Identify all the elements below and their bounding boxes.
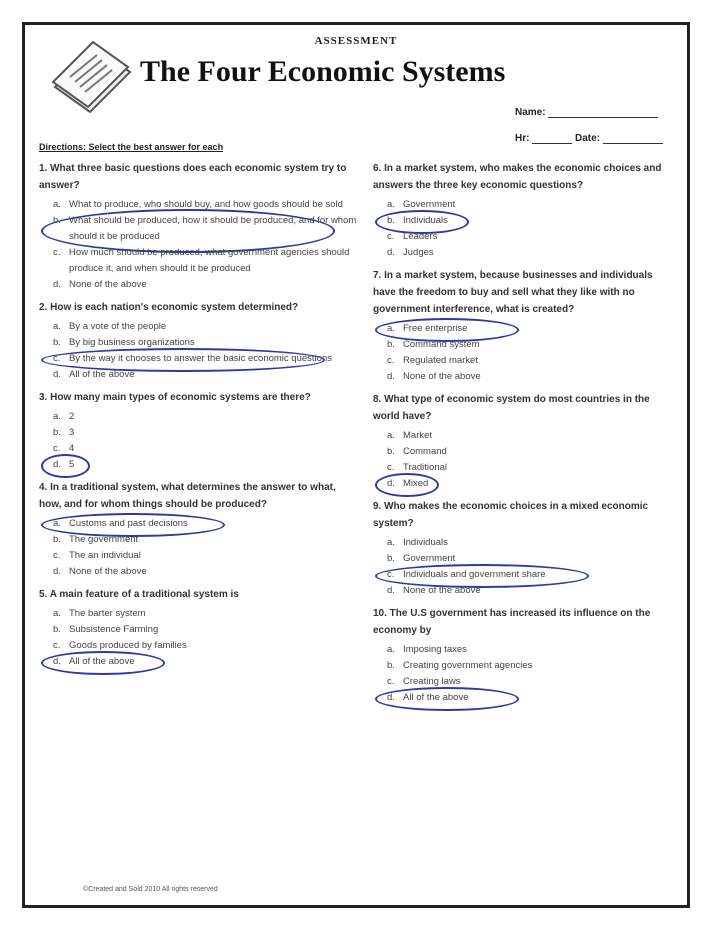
- option-letter: c.: [53, 640, 61, 651]
- option-text: Creating laws: [403, 676, 461, 687]
- option-text: 2: [69, 411, 75, 422]
- option-letter: c.: [53, 247, 61, 258]
- answer-option[interactable]: [39, 532, 359, 548]
- answer-option[interactable]: [373, 583, 678, 599]
- option-text: Judges: [403, 247, 434, 258]
- option-text: By the way it chooses to answer the basic economic questions: [69, 353, 332, 364]
- question: [39, 586, 359, 670]
- answer-option[interactable]: [373, 353, 678, 369]
- option-letter: d.: [53, 656, 61, 667]
- option-letter: c.: [53, 353, 61, 364]
- question-text: 6. In a market system, who makes the economic choices and answers the three key economic questions?: [373, 163, 662, 191]
- option-letter: a.: [387, 430, 395, 441]
- answer-option[interactable]: [373, 674, 678, 690]
- answer-option[interactable]: [39, 197, 359, 213]
- answer-option[interactable]: [373, 197, 678, 213]
- answer-option[interactable]: [373, 245, 678, 261]
- hr-label: Hr: [515, 133, 527, 144]
- answer-option[interactable]: [373, 658, 678, 674]
- answer-option[interactable]: [373, 476, 678, 492]
- answer-option[interactable]: [373, 535, 678, 551]
- option-letter: c.: [387, 676, 395, 687]
- question-text: 10. The U.S government has increased its influence on the economy by: [373, 608, 651, 636]
- option-letter: a.: [53, 199, 61, 210]
- questions-left-column: [39, 160, 359, 676]
- answer-option[interactable]: [39, 441, 359, 457]
- option-text: None of the above: [69, 566, 147, 577]
- option-text: Goods produced by families: [69, 640, 187, 651]
- answer-option[interactable]: [39, 548, 359, 564]
- question: [39, 389, 359, 473]
- answer-option[interactable]: [39, 319, 359, 335]
- option-letter: d.: [387, 371, 395, 382]
- answer-option[interactable]: [373, 337, 678, 353]
- answer-option[interactable]: [39, 213, 359, 245]
- option-letter: b.: [53, 427, 61, 438]
- option-text: What should be produced, how it should be produced, and for whom should it be produced: [69, 215, 357, 242]
- option-letter: d.: [387, 585, 395, 596]
- questions-right-column: [373, 160, 678, 712]
- answer-option[interactable]: [39, 425, 359, 441]
- question-text: 1. What three basic questions does each economic system try to answer?: [39, 163, 347, 191]
- option-text: 5: [69, 459, 75, 470]
- question: [39, 160, 359, 293]
- option-text: The government: [69, 534, 139, 545]
- answer-option[interactable]: [39, 654, 359, 670]
- option-letter: b.: [53, 215, 61, 226]
- option-letter: d.: [387, 692, 395, 703]
- option-text: All of the above: [69, 656, 135, 667]
- answer-option[interactable]: [39, 457, 359, 473]
- stack-of-papers-icon: [45, 37, 135, 117]
- option-text: None of the above: [69, 279, 147, 290]
- answer-option[interactable]: [373, 551, 678, 567]
- option-text: 4: [69, 443, 75, 454]
- option-letter: c.: [387, 569, 395, 580]
- name-field[interactable]: Name:: [515, 107, 658, 118]
- option-text: Individuals: [403, 537, 448, 548]
- option-letter: d.: [53, 566, 61, 577]
- answer-option[interactable]: [39, 606, 359, 622]
- option-letter: d.: [387, 478, 395, 489]
- option-text: Traditional: [403, 462, 448, 473]
- date-label: Date: [575, 133, 597, 144]
- option-letter: a.: [387, 323, 395, 334]
- option-letter: b.: [387, 215, 395, 226]
- option-text: Government: [403, 199, 456, 210]
- option-letter: b.: [53, 534, 61, 545]
- option-letter: c.: [53, 443, 61, 454]
- question-text: 7. In a market system, because businesses and individuals have the freedom to buy and sell what they like with no government interference, what is created?: [373, 270, 653, 315]
- answer-option[interactable]: [39, 638, 359, 654]
- option-letter: d.: [387, 247, 395, 258]
- answer-option[interactable]: [39, 367, 359, 383]
- answer-option[interactable]: [39, 564, 359, 580]
- option-letter: c.: [387, 231, 395, 242]
- question-text: 9. Who makes the economic choices in a mixed economic system?: [373, 501, 649, 529]
- option-text: Command system: [403, 339, 480, 350]
- copyright: ©Created and Sold 2010 All rights reserved: [83, 886, 218, 893]
- answer-option[interactable]: [373, 690, 678, 706]
- answer-option[interactable]: [39, 409, 359, 425]
- option-letter: b.: [387, 660, 395, 671]
- option-letter: a.: [387, 199, 395, 210]
- option-letter: b.: [387, 446, 395, 457]
- option-letter: a.: [53, 608, 61, 619]
- answer-option[interactable]: [373, 642, 678, 658]
- option-text: The an individual: [69, 550, 141, 561]
- option-text: Imposing taxes: [403, 644, 467, 655]
- option-letter: a.: [53, 518, 61, 529]
- option-letter: b.: [387, 339, 395, 350]
- option-letter: a.: [387, 644, 395, 655]
- answer-option[interactable]: [373, 567, 678, 583]
- answer-option[interactable]: [373, 369, 678, 385]
- option-letter: b.: [53, 337, 61, 348]
- answer-option[interactable]: [39, 351, 359, 367]
- option-text: All of the above: [403, 692, 469, 703]
- option-text: Individuals: [403, 215, 448, 226]
- question-text: 2. How is each nation's economic system determined?: [39, 302, 299, 313]
- option-letter: b.: [53, 624, 61, 635]
- page-title: The Four Economic Systems: [140, 55, 506, 88]
- hour-date-field[interactable]: Hr: Date:: [515, 133, 663, 144]
- option-text: All of the above: [69, 369, 135, 380]
- option-letter: a.: [53, 411, 61, 422]
- option-letter: d.: [53, 369, 61, 380]
- option-text: Free enterprise: [403, 323, 468, 334]
- option-text: Subsistence Farming: [69, 624, 159, 635]
- option-text: None of the above: [403, 371, 481, 382]
- option-letter: a.: [387, 537, 395, 548]
- page-kicker: ASSESSMENT: [314, 35, 398, 47]
- option-text: The barter system: [69, 608, 146, 619]
- answer-option[interactable]: [39, 277, 359, 293]
- question-text: 8. What type of economic system do most countries in the world have?: [373, 394, 650, 422]
- answer-option[interactable]: [373, 444, 678, 460]
- option-letter: d.: [53, 459, 61, 470]
- option-letter: b.: [387, 553, 395, 564]
- name-label: Name: [515, 107, 543, 118]
- question: [39, 479, 359, 580]
- option-text: Mixed: [403, 478, 429, 489]
- answer-option[interactable]: [39, 622, 359, 638]
- option-text: None of the above: [403, 585, 481, 596]
- option-text: Creating government agencies: [403, 660, 533, 671]
- question: [373, 498, 678, 599]
- option-text: Command: [403, 446, 447, 457]
- option-letter: c.: [53, 550, 61, 561]
- question-text: 5. A main feature of a traditional system is: [39, 589, 239, 600]
- option-text: 3: [69, 427, 75, 438]
- circled-answer-mark: [41, 454, 90, 478]
- option-text: Customs and past decisions: [69, 518, 188, 529]
- option-text: What to produce, who should buy, and how goods should be sold: [69, 199, 343, 210]
- answer-option[interactable]: [39, 516, 359, 532]
- question-text: 4. In a traditional system, what determines the answer to what, how, and for whom things should be produced?: [39, 482, 336, 510]
- answer-option[interactable]: [39, 335, 359, 351]
- answer-option[interactable]: [373, 321, 678, 337]
- option-letter: a.: [53, 321, 61, 332]
- answer-option[interactable]: [373, 229, 678, 245]
- question: [39, 299, 359, 383]
- question-text: 3. How many main types of economic systems are there?: [39, 392, 311, 403]
- worksheet-page: [22, 22, 690, 908]
- option-text: By a vote of the people: [69, 321, 167, 332]
- option-letter: c.: [387, 462, 395, 473]
- option-text: Government: [403, 553, 456, 564]
- answer-option[interactable]: [373, 428, 678, 444]
- option-text: Market: [403, 430, 433, 441]
- option-letter: c.: [387, 355, 395, 366]
- option-text: Leaders: [403, 231, 438, 242]
- option-text: By big business organizations: [69, 337, 195, 348]
- answer-option[interactable]: [39, 245, 359, 277]
- question: [373, 267, 678, 385]
- question: [373, 160, 678, 261]
- directions: Directions: Select the best answer for each: [39, 142, 224, 152]
- option-text: Regulated market: [403, 355, 478, 366]
- question: [373, 605, 678, 706]
- option-text: Individuals and government share: [403, 569, 546, 580]
- option-letter: d.: [53, 279, 61, 290]
- answer-option[interactable]: [373, 460, 678, 476]
- question: [373, 391, 678, 492]
- answer-option[interactable]: [373, 213, 678, 229]
- option-text: How much should be produced, what government agencies should produce it, and when should it be produced: [69, 247, 350, 274]
